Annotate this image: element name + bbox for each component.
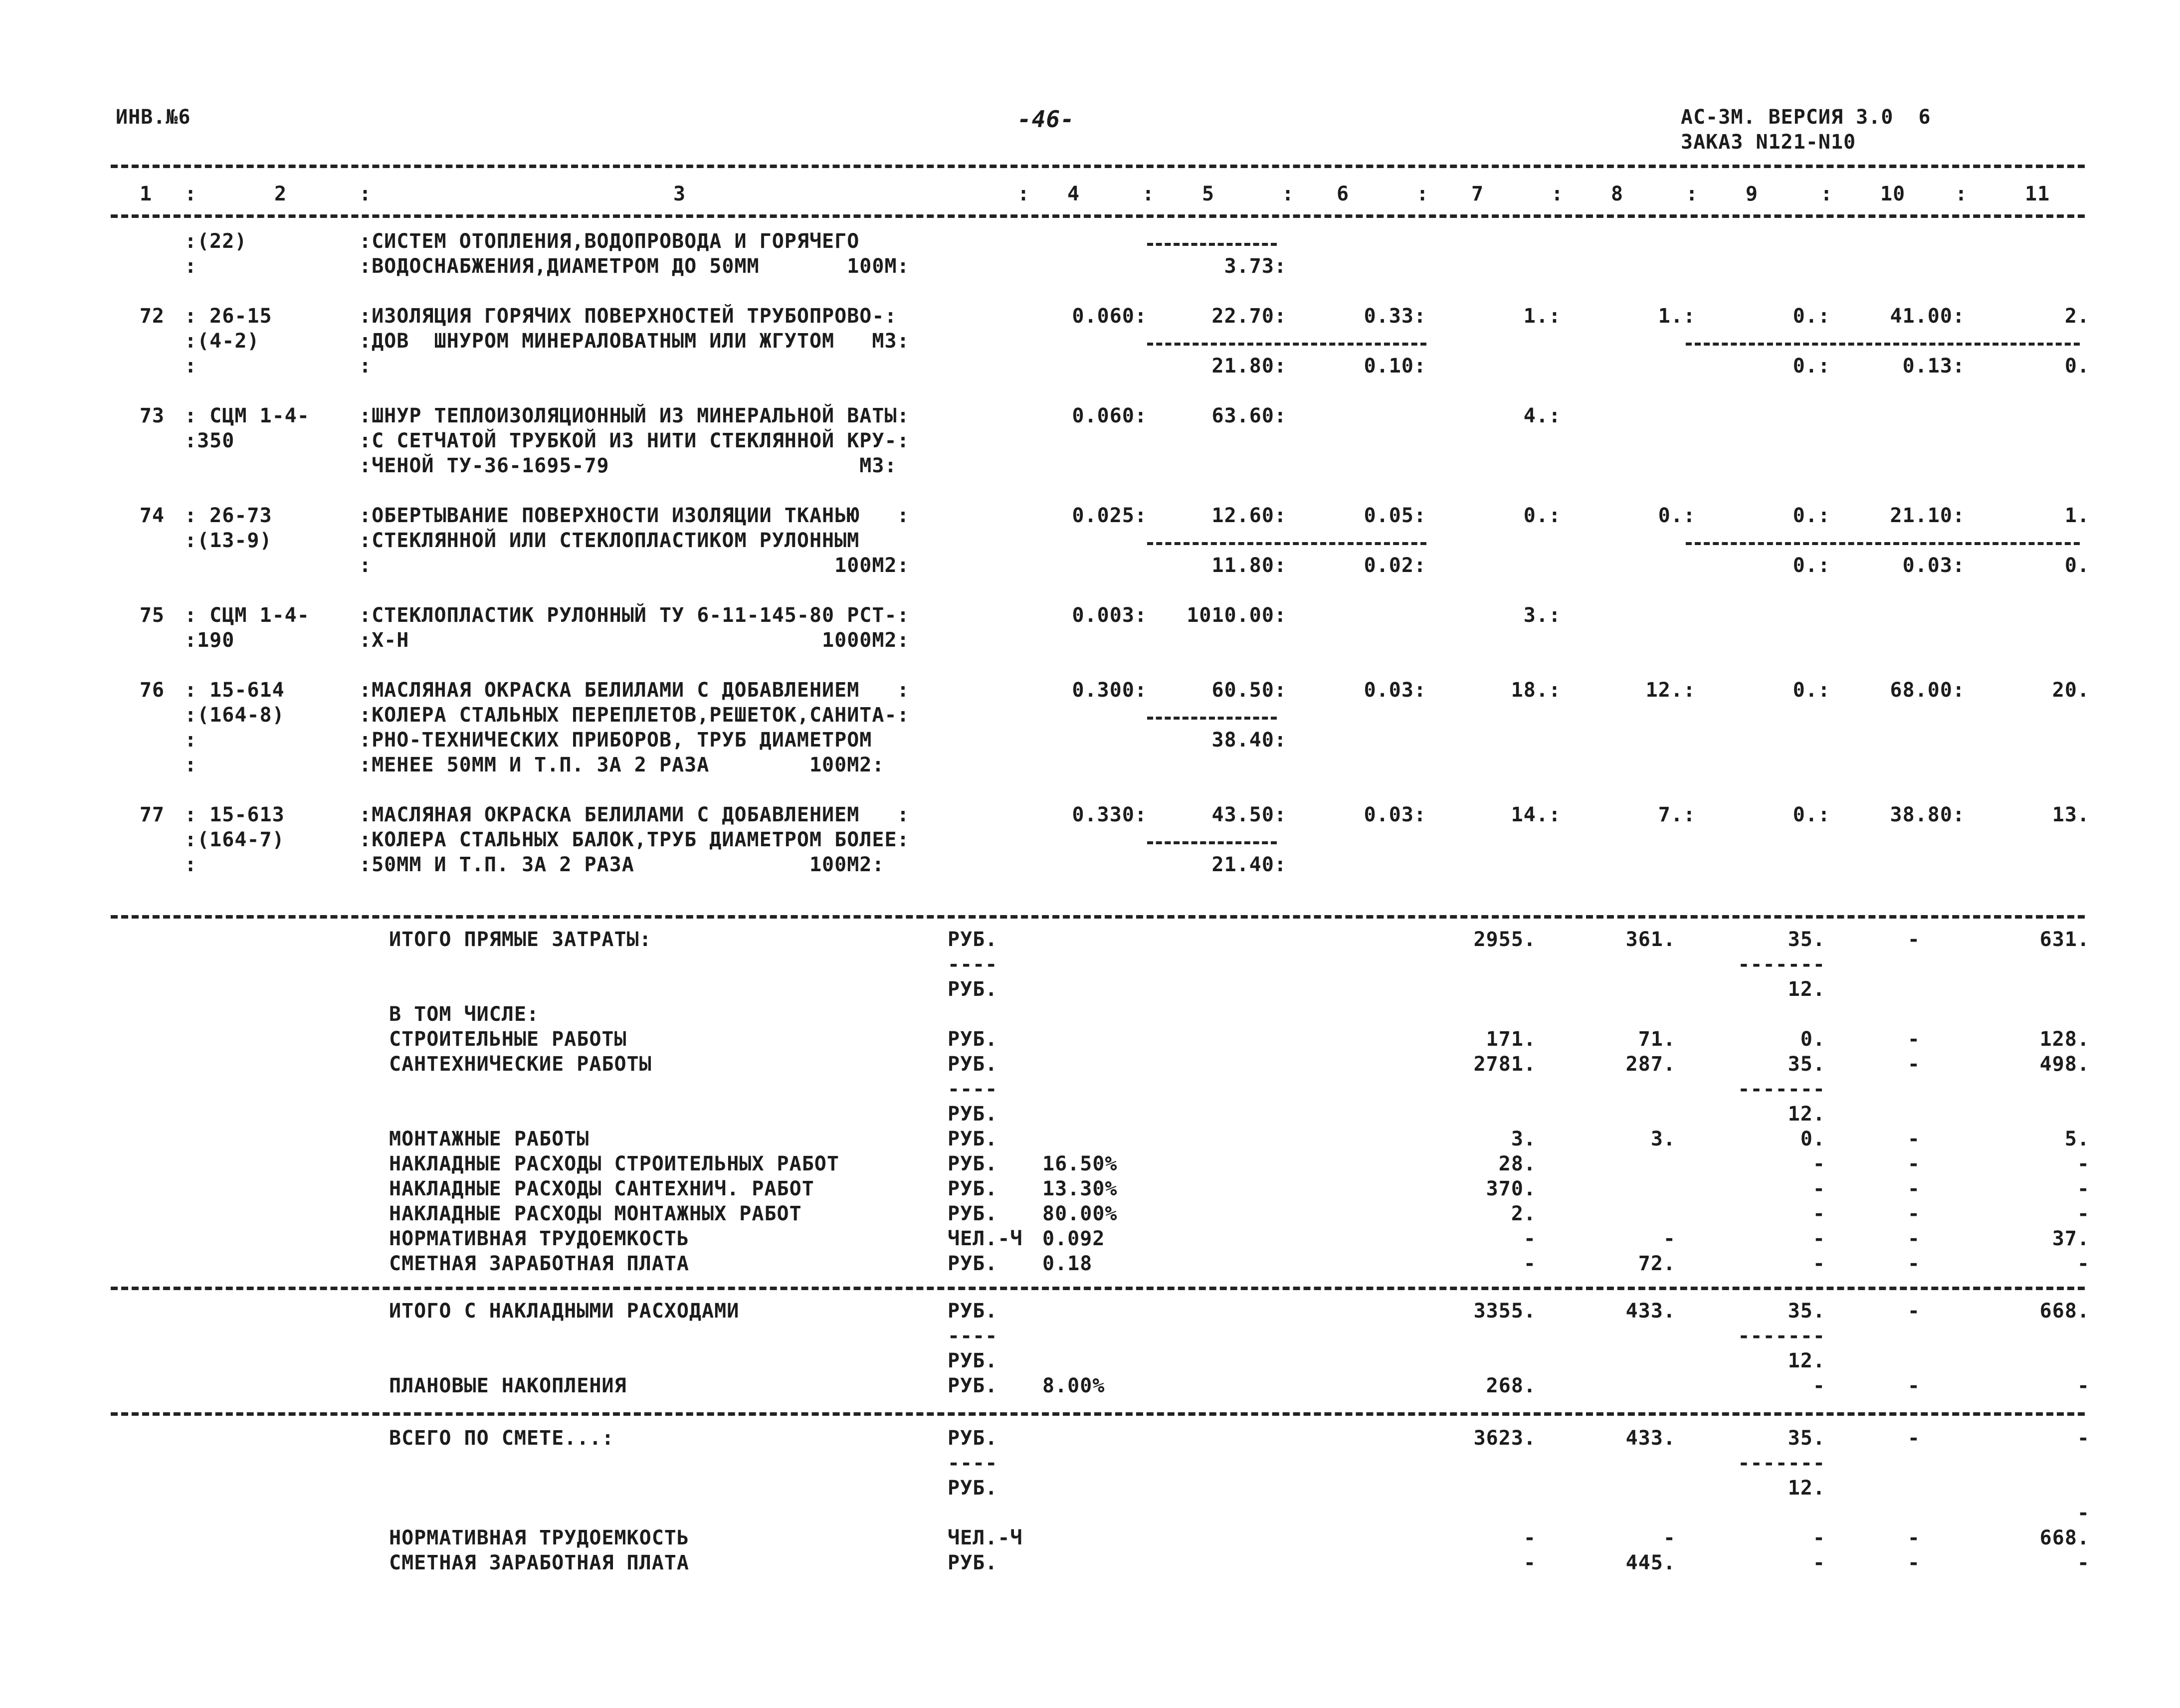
summary-c11: 5. <box>2064 1128 2090 1150</box>
column-separator: : <box>1955 183 1968 205</box>
row-description: :ИЗОЛЯЦИЯ ГОРЯЧИХ ПОВЕРХНОСТЕЙ ТРУБОПРОВО-: <box>359 305 897 328</box>
cell-c4: 0.300: <box>1072 679 1147 702</box>
summary-c9: 0. <box>1800 1028 1825 1051</box>
summary-c7: 28. <box>1498 1152 1536 1175</box>
summary-c7: 370. <box>1486 1177 1536 1200</box>
cell-c4: 0.060: <box>1072 305 1147 328</box>
summary-c7: - <box>1523 1551 1536 1574</box>
column-header-9: 9 <box>1746 183 1759 205</box>
row-code: :(22) <box>185 230 247 253</box>
summary-unit: РУБ. <box>948 928 998 951</box>
cell-c5: 21.80: <box>1211 355 1287 378</box>
row-code: : СЦМ 1-4- <box>185 404 310 427</box>
cell-c4: 0.060: <box>1072 404 1147 427</box>
cell-underline <box>1147 841 1277 844</box>
cell-underline <box>1147 542 1426 545</box>
page-number: -46- <box>1017 106 1075 133</box>
cell-c7: 4.: <box>1523 404 1561 427</box>
summary-c9: ------- <box>1738 1325 1825 1347</box>
row-description: :РНО-ТЕХНИЧЕСКИХ ПРИБОРОВ, ТРУБ ДИАМЕТРОМ <box>359 729 872 752</box>
column-header-7: 7 <box>1471 183 1484 205</box>
summary-label: СМЕТНАЯ ЗАРАБОТНАЯ ПЛАТА <box>389 1551 689 1574</box>
summary-rate: 13.30% <box>1042 1177 1118 1200</box>
cell-c7: 14.: <box>1511 803 1561 826</box>
rule-overhead <box>111 1287 2085 1290</box>
summary-c9: - <box>1812 1526 1825 1549</box>
row-description: :ДОВ ШНУРОМ МИНЕРАЛОВАТНЫМ ИЛИ ЖГУТОМ М3: <box>359 330 910 353</box>
cell-underline <box>1686 542 2080 545</box>
summary-c8: 3. <box>1650 1128 1676 1150</box>
summary-unit: ЧЕЛ.-Ч <box>948 1526 1023 1549</box>
cell-c4: 0.003: <box>1072 604 1147 627</box>
summary-c10: - <box>1907 928 1920 951</box>
summary-unit: ---- <box>948 1078 998 1101</box>
cell-c4: 0.025: <box>1072 504 1147 527</box>
row-number: 72 <box>139 305 165 328</box>
summary-c10: - <box>1907 1053 1920 1076</box>
summary-c7: 171. <box>1486 1028 1536 1051</box>
inventory-number: ИНВ.№6 <box>116 106 191 129</box>
summary-c9: - <box>1812 1374 1825 1397</box>
row-number: 75 <box>139 604 165 627</box>
cell-c11: 0. <box>2064 355 2090 378</box>
column-separator: : <box>1017 183 1030 205</box>
row-description: :ЧЕНОЙ ТУ-36-1695-79 М3: <box>359 454 897 477</box>
cell-c5: 22.70: <box>1211 305 1287 328</box>
cell-c5: 3.73: <box>1224 255 1287 278</box>
column-separator: : <box>1551 183 1564 205</box>
row-code: :350 <box>185 429 235 452</box>
row-code: : <box>185 729 198 752</box>
row-code: : 26-73 <box>185 504 272 527</box>
summary-c10: - <box>1907 1252 1920 1275</box>
summary-label: ВСЕГО ПО СМЕТЕ...: <box>389 1427 614 1450</box>
column-separator: : <box>185 183 198 205</box>
cell-c7: 3.: <box>1523 604 1561 627</box>
summary-c11: 498. <box>2039 1053 2090 1076</box>
summary-unit: РУБ. <box>948 1152 998 1175</box>
cell-c5: 1010.00: <box>1187 604 1287 627</box>
row-code: : <box>185 853 198 876</box>
row-description: :Х-Н 1000М2: <box>359 629 910 652</box>
cell-c9: 0.: <box>1792 554 1830 577</box>
cell-c6: 0.33: <box>1364 305 1426 328</box>
row-description: :СИСТЕМ ОТОПЛЕНИЯ,ВОДОПРОВОДА И ГОРЯЧЕГО <box>359 230 860 253</box>
cell-c7: 1.: <box>1523 305 1561 328</box>
row-description: :СТЕКЛЯННОЙ ИЛИ СТЕКЛОПЛАСТИКОМ РУЛОННЫМ <box>359 529 860 552</box>
row-number: 74 <box>139 504 165 527</box>
summary-unit: ---- <box>948 953 998 976</box>
summary-c11: 668. <box>2039 1526 2090 1549</box>
row-code: :(4-2) <box>185 330 260 353</box>
cell-underline <box>1686 343 2080 346</box>
row-code: : 15-613 <box>185 803 285 826</box>
summary-unit: РУБ. <box>948 1551 998 1574</box>
summary-c11: - <box>2077 1427 2090 1450</box>
cell-c10: 41.00: <box>1890 305 1965 328</box>
summary-c9: 35. <box>1787 1427 1825 1450</box>
row-description: :С СЕТЧАТОЙ ТРУБКОЙ ИЗ НИТИ СТЕКЛЯННОЙ КРУ-: <box>359 429 910 452</box>
summary-unit: РУБ. <box>948 1202 998 1225</box>
cell-c10: 0.13: <box>1902 355 1965 378</box>
software-version: АС-3М. ВЕРСИЯ 3.0 6 <box>1681 106 1931 129</box>
cell-c10: 68.00: <box>1890 679 1965 702</box>
column-header-2: 2 <box>274 183 287 205</box>
summary-c10: - <box>1907 1374 1920 1397</box>
summary-c10: - <box>1907 1427 1920 1450</box>
summary-c11: 37. <box>2052 1227 2090 1250</box>
summary-label: НАКЛАДНЫЕ РАСХОДЫ САНТЕХНИЧ. РАБОТ <box>389 1177 814 1200</box>
row-description: :ВОДОСНАБЖЕНИЯ,ДИАМЕТРОМ ДО 50ММ 100М: <box>359 255 910 278</box>
summary-c10: - <box>1907 1028 1920 1051</box>
summary-c11: - <box>2077 1252 2090 1275</box>
cell-c9: 0.: <box>1792 305 1830 328</box>
cell-c9: 0.: <box>1792 803 1830 826</box>
summary-c7: - <box>1523 1526 1536 1549</box>
row-description: :КОЛЕРА СТАЛЬНЫХ БАЛОК,ТРУБ ДИАМЕТРОМ БОЛЕЕ: <box>359 828 910 851</box>
summary-unit: РУБ. <box>948 1427 998 1450</box>
row-code: : 15-614 <box>185 679 285 702</box>
summary-label: В ТОМ ЧИСЛЕ: <box>389 1003 539 1026</box>
summary-c7: 268. <box>1486 1374 1536 1397</box>
summary-label: НАКЛАДНЫЕ РАСХОДЫ СТРОИТЕЛЬНЫХ РАБОТ <box>389 1152 839 1175</box>
summary-c9: - <box>1812 1252 1825 1275</box>
cell-c6: 0.03: <box>1364 803 1426 826</box>
summary-c11: - <box>2077 1202 2090 1225</box>
summary-c11: - <box>2077 1502 2090 1524</box>
row-description: :МЕНЕЕ 50ММ И Т.П. ЗА 2 РАЗА 100М2: <box>359 754 885 776</box>
summary-label: НОРМАТИВНАЯ ТРУДОЕМКОСТЬ <box>389 1526 689 1549</box>
summary-label: НОРМАТИВНАЯ ТРУДОЕМКОСТЬ <box>389 1227 689 1250</box>
summary-label: ИТОГО С НАКЛАДНЫМИ РАСХОДАМИ <box>389 1300 740 1323</box>
summary-c7: - <box>1523 1252 1536 1275</box>
cell-c11: 13. <box>2052 803 2090 826</box>
rule-header <box>111 214 2085 218</box>
summary-c10: - <box>1907 1551 1920 1574</box>
row-code: :(164-8) <box>185 704 285 727</box>
summary-c8: 287. <box>1625 1053 1676 1076</box>
row-description: :ШНУР ТЕПЛОИЗОЛЯЦИОННЫЙ ИЗ МИНЕРАЛЬНОЙ ВАТЫ: <box>359 404 910 427</box>
summary-unit: РУБ. <box>948 1053 998 1076</box>
row-description: : <box>359 355 372 378</box>
summary-c11: 128. <box>2039 1028 2090 1051</box>
summary-c8: - <box>1663 1227 1676 1250</box>
summary-c10: - <box>1907 1526 1920 1549</box>
summary-c11: - <box>2077 1551 2090 1574</box>
column-separator: : <box>1282 183 1295 205</box>
row-description: :КОЛЕРА СТАЛЬНЫХ ПЕРЕПЛЕТОВ,РЕШЕТОК,САНИТА-: <box>359 704 910 727</box>
row-code: : <box>185 255 198 278</box>
summary-c11: - <box>2077 1374 2090 1397</box>
column-separator: : <box>1142 183 1155 205</box>
column-header-1: 1 <box>140 183 153 205</box>
row-code: : <box>185 355 198 378</box>
summary-c8: 71. <box>1638 1028 1676 1051</box>
order-number: ЗАКАЗ N121-N10 <box>1681 131 1856 154</box>
cell-c10: 38.80: <box>1890 803 1965 826</box>
summary-c11: 668. <box>2039 1300 2090 1323</box>
cell-underline <box>1147 243 1277 246</box>
summary-c7: 3623. <box>1473 1427 1536 1450</box>
cell-c11: 1. <box>2064 504 2090 527</box>
row-description: :ОБЕРТЫВАНИЕ ПОВЕРХНОСТИ ИЗОЛЯЦИИ ТКАНЬЮ : <box>359 504 910 527</box>
cell-c5: 43.50: <box>1211 803 1287 826</box>
summary-unit: РУБ. <box>948 1252 998 1275</box>
cell-c8: 1.: <box>1658 305 1696 328</box>
cell-c10: 0.03: <box>1902 554 1965 577</box>
summary-c10: - <box>1907 1128 1920 1150</box>
summary-c7: 2781. <box>1473 1053 1536 1076</box>
summary-c8: 433. <box>1625 1300 1676 1323</box>
summary-rate: 80.00% <box>1042 1202 1118 1225</box>
rule-top <box>111 165 2085 168</box>
row-number: 73 <box>139 404 165 427</box>
cell-c11: 20. <box>2052 679 2090 702</box>
row-number: 77 <box>139 803 165 826</box>
summary-unit: РУБ. <box>948 1349 998 1372</box>
summary-c7: 2955. <box>1473 928 1536 951</box>
summary-unit: РУБ. <box>948 1028 998 1051</box>
rule-summary <box>111 915 2085 919</box>
rule-total <box>111 1412 2085 1416</box>
cell-c10: 21.10: <box>1890 504 1965 527</box>
row-code: :(164-7) <box>185 828 285 851</box>
summary-c9: 12. <box>1787 978 1825 1001</box>
summary-rate: 16.50% <box>1042 1152 1118 1175</box>
row-description: :МАСЛЯНАЯ ОКРАСКА БЕЛИЛАМИ С ДОБАВЛЕНИЕМ : <box>359 679 910 702</box>
summary-c9: 35. <box>1787 928 1825 951</box>
summary-c10: - <box>1907 1177 1920 1200</box>
row-description: : 100М2: <box>359 554 910 577</box>
summary-label: САНТЕХНИЧЕСКИЕ РАБОТЫ <box>389 1053 652 1076</box>
summary-c7: 3. <box>1511 1128 1536 1150</box>
summary-c9: - <box>1812 1152 1825 1175</box>
summary-label: ПЛАНОВЫЕ НАКОПЛЕНИЯ <box>389 1374 627 1397</box>
summary-unit: РУБ. <box>948 1103 998 1126</box>
column-header-4: 4 <box>1067 183 1080 205</box>
summary-c8: 433. <box>1625 1427 1676 1450</box>
summary-c7: - <box>1523 1227 1536 1250</box>
cell-c11: 0. <box>2064 554 2090 577</box>
summary-c8: - <box>1663 1526 1676 1549</box>
cell-c6: 0.02: <box>1364 554 1426 577</box>
summary-rate: 0.092 <box>1042 1227 1105 1250</box>
summary-c8: 72. <box>1638 1252 1676 1275</box>
summary-c9: 35. <box>1787 1053 1825 1076</box>
summary-label: СТРОИТЕЛЬНЫЕ РАБОТЫ <box>389 1028 627 1051</box>
summary-c9: - <box>1812 1202 1825 1225</box>
summary-c8: 361. <box>1625 928 1676 951</box>
column-header-10: 10 <box>1880 183 1906 205</box>
cell-c6: 0.05: <box>1364 504 1426 527</box>
summary-c9: ------- <box>1738 953 1825 976</box>
row-description: :МАСЛЯНАЯ ОКРАСКА БЕЛИЛАМИ С ДОБАВЛЕНИЕМ : <box>359 803 910 826</box>
row-code: :190 <box>185 629 235 652</box>
summary-unit: ---- <box>948 1325 998 1347</box>
summary-unit: РУБ. <box>948 1374 998 1397</box>
column-header-8: 8 <box>1611 183 1624 205</box>
cell-c8: 12.: <box>1645 679 1696 702</box>
row-number: 76 <box>139 679 165 702</box>
summary-unit: РУБ. <box>948 978 998 1001</box>
summary-unit: РУБ. <box>948 1128 998 1150</box>
column-separator: : <box>359 183 372 205</box>
summary-rate: 8.00% <box>1042 1374 1105 1397</box>
cell-c8: 0.: <box>1658 504 1696 527</box>
summary-unit: ---- <box>948 1452 998 1475</box>
row-code: :(13-9) <box>185 529 272 552</box>
summary-c10: - <box>1907 1202 1920 1225</box>
cell-c5: 38.40: <box>1211 729 1287 752</box>
summary-c9: 12. <box>1787 1103 1825 1126</box>
summary-c10: - <box>1907 1300 1920 1323</box>
summary-rate: 0.18 <box>1042 1252 1093 1275</box>
cell-c5: 12.60: <box>1211 504 1287 527</box>
summary-c7: 2. <box>1511 1202 1536 1225</box>
column-header-11: 11 <box>2025 183 2050 205</box>
summary-c10: - <box>1907 1152 1920 1175</box>
summary-unit: РУБ. <box>948 1177 998 1200</box>
summary-label: НАКЛАДНЫЕ РАСХОДЫ МОНТАЖНЫХ РАБОТ <box>389 1202 802 1225</box>
summary-c9: ------- <box>1738 1078 1825 1101</box>
summary-c9: - <box>1812 1227 1825 1250</box>
summary-c8: 445. <box>1625 1551 1676 1574</box>
cell-c6: 0.10: <box>1364 355 1426 378</box>
row-code: : СЦМ 1-4- <box>185 604 310 627</box>
column-header-5: 5 <box>1202 183 1215 205</box>
summary-unit: ЧЕЛ.-Ч <box>948 1227 1023 1250</box>
summary-c9: ------- <box>1738 1452 1825 1475</box>
summary-unit: РУБ. <box>948 1300 998 1323</box>
column-separator: : <box>1416 183 1429 205</box>
summary-label: СМЕТНАЯ ЗАРАБОТНАЯ ПЛАТА <box>389 1252 689 1275</box>
summary-label: ИТОГО ПРЯМЫЕ ЗАТРАТЫ: <box>389 928 652 951</box>
column-header-6: 6 <box>1337 183 1350 205</box>
summary-unit: РУБ. <box>948 1477 998 1500</box>
row-description: :СТЕКЛОПЛАСТИК РУЛОННЫЙ ТУ 6-11-145-80 РСТ-: <box>359 604 910 627</box>
summary-c11: - <box>2077 1177 2090 1200</box>
summary-c9: - <box>1812 1551 1825 1574</box>
summary-c11: - <box>2077 1152 2090 1175</box>
cell-c11: 2. <box>2064 305 2090 328</box>
column-header-3: 3 <box>673 183 686 205</box>
summary-c10: - <box>1907 1227 1920 1250</box>
cell-c4: 0.330: <box>1072 803 1147 826</box>
summary-c9: 12. <box>1787 1477 1825 1500</box>
cell-c5: 11.80: <box>1211 554 1287 577</box>
column-separator: : <box>1820 183 1833 205</box>
cell-c6: 0.03: <box>1364 679 1426 702</box>
cell-c9: 0.: <box>1792 679 1830 702</box>
row-description: :50ММ И Т.П. ЗА 2 РАЗА 100М2: <box>359 853 885 876</box>
summary-c9: 12. <box>1787 1349 1825 1372</box>
column-separator: : <box>1686 183 1699 205</box>
cell-c8: 7.: <box>1658 803 1696 826</box>
summary-c9: - <box>1812 1177 1825 1200</box>
cell-c5: 63.60: <box>1211 404 1287 427</box>
cell-c5: 21.40: <box>1211 853 1287 876</box>
cell-c9: 0.: <box>1792 504 1830 527</box>
summary-label: МОНТАЖНЫЕ РАБОТЫ <box>389 1128 590 1150</box>
row-code: : <box>185 754 198 776</box>
cell-c5: 60.50: <box>1211 679 1287 702</box>
row-code: : 26-15 <box>185 305 272 328</box>
summary-c9: 35. <box>1787 1300 1825 1323</box>
summary-c7: 3355. <box>1473 1300 1536 1323</box>
cell-c7: 0.: <box>1523 504 1561 527</box>
summary-c9: 0. <box>1800 1128 1825 1150</box>
cell-c9: 0.: <box>1792 355 1830 378</box>
cell-underline <box>1147 343 1426 346</box>
summary-c11: 631. <box>2039 928 2090 951</box>
cell-c7: 18.: <box>1511 679 1561 702</box>
cell-underline <box>1147 717 1277 720</box>
